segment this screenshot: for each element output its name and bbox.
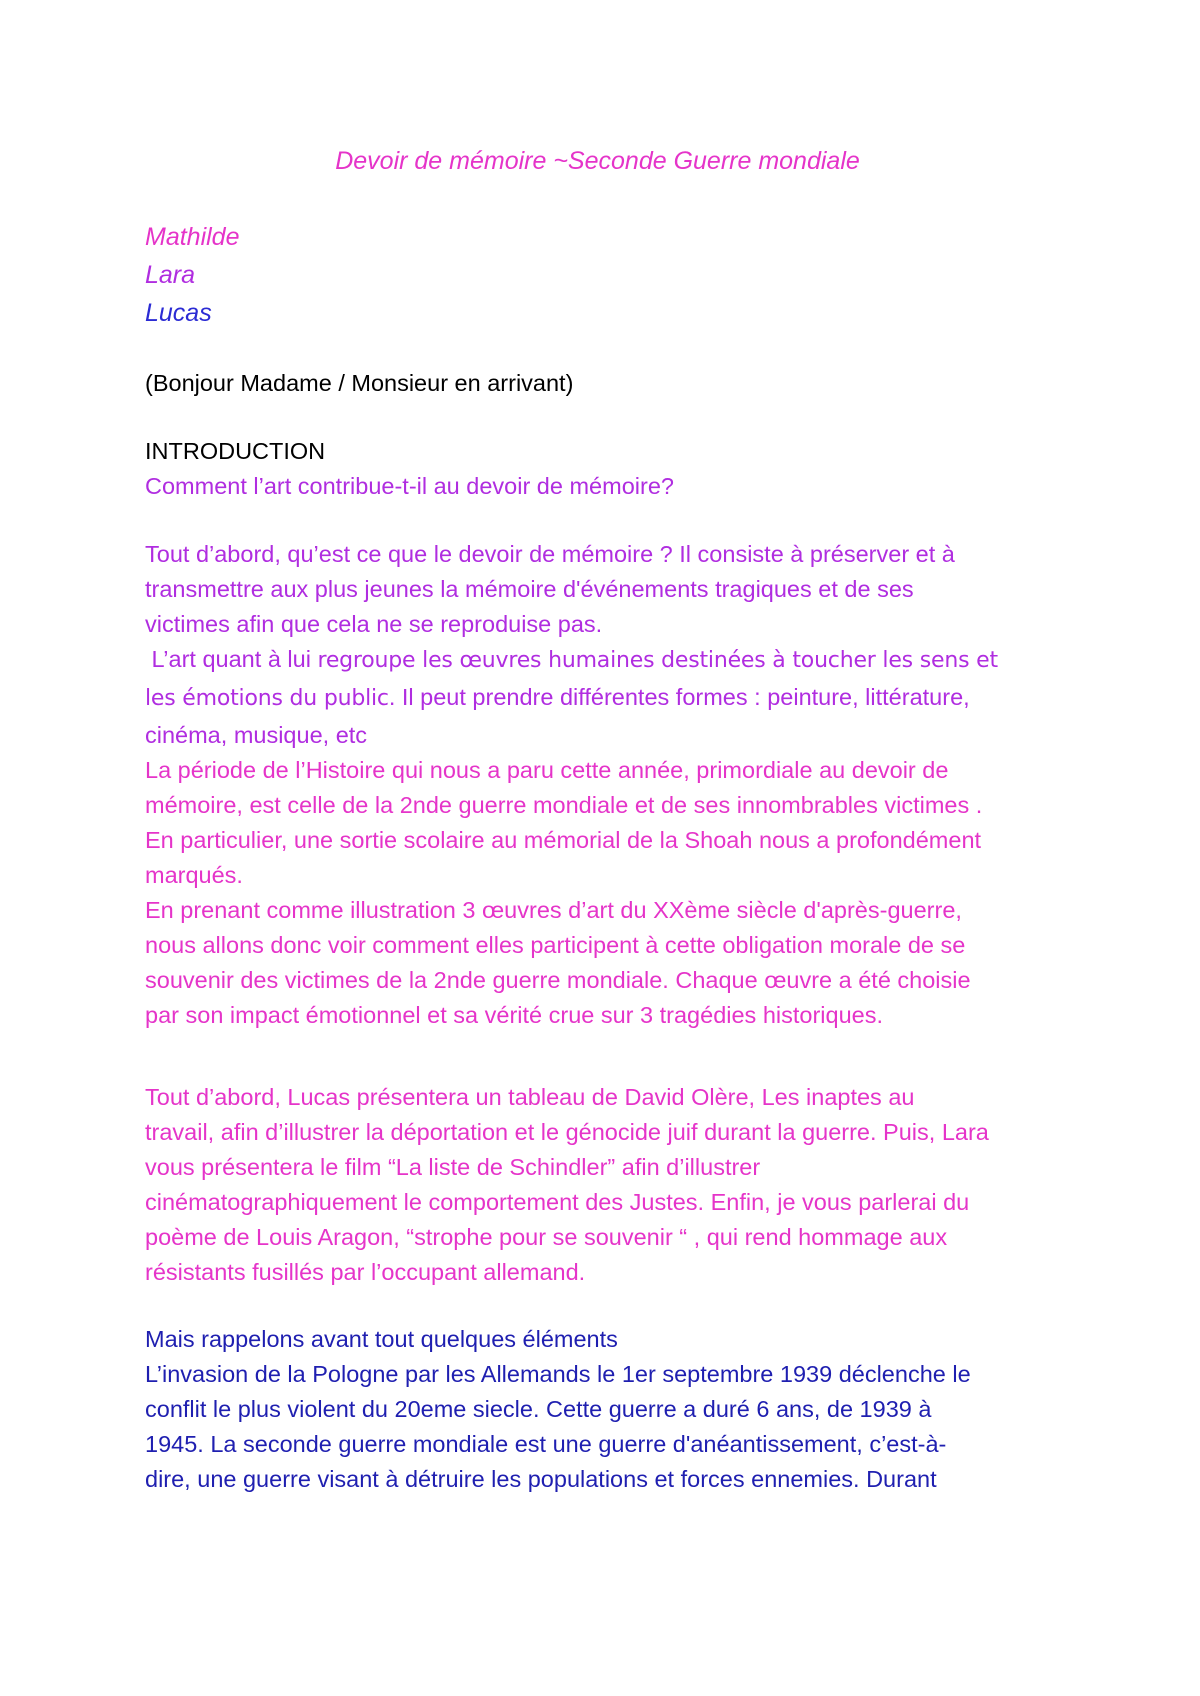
paragraph-line: conflit le plus violent du 20eme siecle. Cette guerre a duré 6 ans, de 1939 à [145,1396,932,1422]
paragraph-line: En prenant comme illustration 3 œuvres d’art du XXème siècle d'après-guerre, [145,897,962,923]
author-mathilde: Mathilde [145,223,240,251]
paragraph-line: L’invasion de la Pologne par les Allemands le 1er septembre 1939 déclenche le [145,1361,971,1387]
text-run: les émotions du public [145,686,389,711]
paragraph-context [145,1322,1105,1497]
paragraph-line: nous allons donc voir comment elles participent à cette obligation morale de se [145,932,966,958]
paragraph-line: victimes afin que cela ne se reproduise pas. [145,611,603,637]
author-lucas: Lucas [145,299,212,327]
paragraph-line: cinéma, musique, etc [145,722,368,748]
paragraph-line [145,680,1105,718]
paragraph-line: Tout d’abord, Lucas présentera un tableau de David Olère, Les inaptes au [145,1084,915,1110]
intro-question: Comment l’art contribue-t-il au devoir de mémoire? [145,473,674,499]
paragraph-line: par son impact émotionnel et sa vérité crue sur 3 tragédies historiques. [145,1002,884,1028]
text-run: . Il peut prendre différentes formes : peinture, littérature, [388,684,970,710]
paragraph-line [145,642,1105,680]
text-run: regroupe les œuvres humaines destinées à toucher les sens et [317,648,998,673]
paragraph-line: mémoire, est celle de la 2nde guerre mondiale et de ses innombrables victimes . [145,792,983,818]
paragraph-line: 1945. La seconde guerre mondiale est une guerre d'anéantissement, c’est-à- [145,1431,947,1457]
author-list [145,218,240,332]
paragraph-line: travail, afin d’illustrer la déportation et le génocide juif durant la guerre. Puis, Lara [145,1119,989,1145]
paragraph-plan [145,1080,1105,1290]
greeting-note: (Bonjour Madame / Monsieur en arrivant) [145,370,574,396]
paragraph-line: Mais rappelons avant tout quelques éléments [145,1326,618,1352]
paragraph-line: Tout d’abord, qu’est ce que le devoir de mémoire ? Il consiste à préserver et à [145,541,955,567]
document-title: Devoir de mémoire ~Seconde Guerre mondiale [335,147,860,175]
paragraph-line: marqués. [145,862,243,888]
paragraph-line: résistants fusillés par l’occupant allemand. [145,1259,586,1285]
paragraph-definitions [145,537,1105,1033]
paragraph-line: transmettre aux plus jeunes la mémoire d'événements tragiques et de ses [145,576,914,602]
paragraph-line: souvenir des victimes de la 2nde guerre mondiale. Chaque œuvre a été choisie [145,967,971,993]
paragraph-line: En particulier, une sortie scolaire au mémorial de la Shoah nous a profondément [145,827,982,853]
paragraph-line: vous présentera le film “La liste de Schindler” afin d’illustrer [145,1154,761,1180]
paragraph-line: cinématographiquement le comportement des Justes. Enfin, je vous parlerai du [145,1189,970,1215]
text-run: L’art quant à lui [145,646,318,672]
introduction-section [145,434,674,504]
author-lara: Lara [145,261,196,289]
paragraph-line: poème de Louis Aragon, “strophe pour se souvenir “ , qui rend hommage aux [145,1224,948,1250]
paragraph-line: La période de l’Histoire qui nous a paru cette année, primordiale au devoir de [145,757,949,783]
intro-heading: INTRODUCTION [145,438,326,464]
paragraph-line: dire, une guerre visant à détruire les populations et forces ennemies. Durant [145,1466,937,1492]
